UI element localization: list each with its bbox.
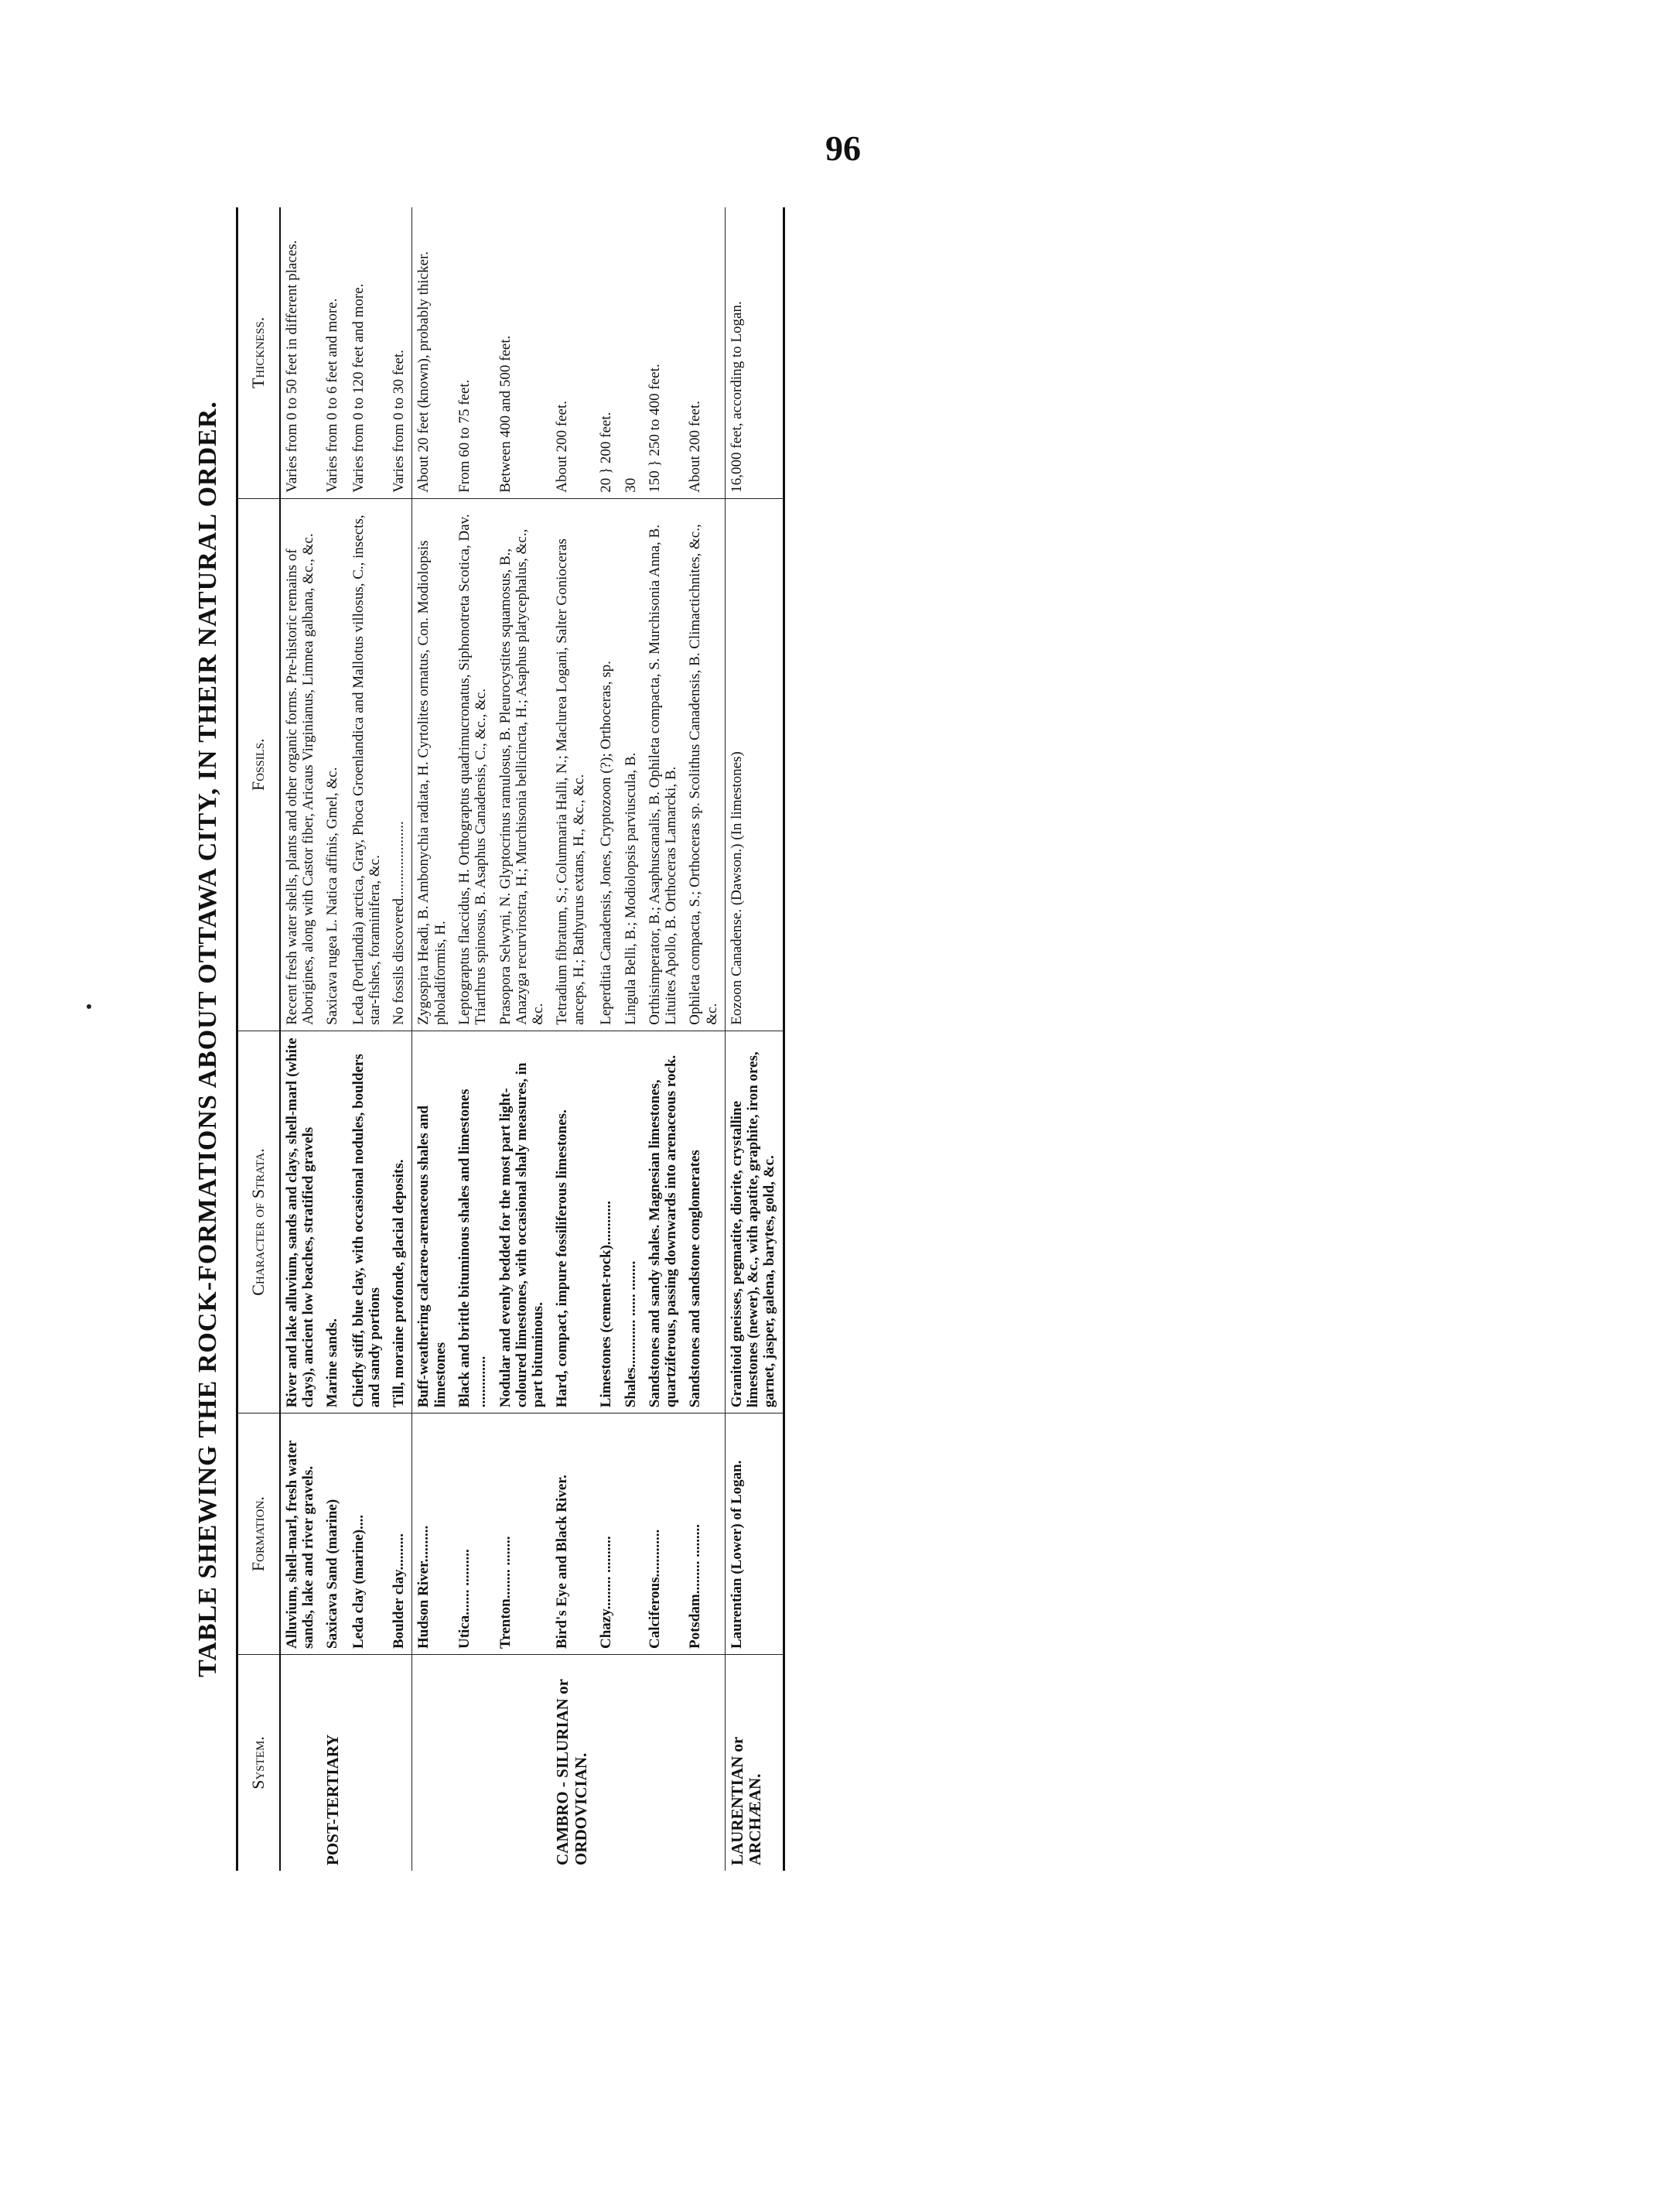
strata-cell: Nodular and evenly bedded for the most part light-coloured limestones, with occasional shaly measures, in part bituminous. [494,1031,551,1413]
header-system: System. [237,1655,280,1872]
thickness-cell: Varies from 0 to 120 feet and more. [347,207,388,498]
strata-cell: Sandstones and sandstone conglomerates [684,1031,725,1413]
strata-cell: Sandstones and sandy shales. Magnesian limestones, quartziferous, passing downwards into arenaceous rock. [644,1031,685,1413]
table-row [684,207,725,1871]
strata-cell: Chiefly stiff, blue clay, with occasional nodules, boulders and sandy portions [347,1031,388,1413]
table-row [453,207,494,1871]
formation-cell: Trenton........ ........ [494,1413,551,1655]
system-cell [644,1655,685,1872]
table-row [321,207,347,1871]
formation-cell: Boulder clay.......... [388,1413,412,1655]
header-strata: Character of Strata. [237,1031,280,1413]
table-row [388,207,412,1871]
thickness-cell: About 200 feet. [684,207,725,498]
system-cell [388,1655,412,1872]
strata-cell: Marine sands. [321,1031,347,1413]
table-row [494,207,551,1871]
table-row [551,207,595,1871]
strata-cell: River and lake alluvium, sands and clays, shell-marl (white clays), ancient low beaches, stratified gravels [280,1031,322,1413]
rock-formations-table-frame [180,207,1371,1871]
thickness-cell: About 20 feet (known), probably thicker. [412,207,453,498]
system-cell [453,1655,494,1872]
table-title: TABLE SHEWING THE ROCK-FORMATIONS ABOUT OTTAWA CITY, IN THEIR NATURAL ORDER. [193,401,222,1677]
fossils-cell: No fossils discovered..................... [388,498,412,1031]
system-cell: LAURENTIAN or ARCHÆAN. [725,1655,784,1872]
header-thickness: Thickness. [237,207,280,498]
thickness-cell: 16,000 feet, according to Logan. [725,207,784,498]
formation-cell: Leda clay (marine).... [347,1413,388,1655]
system-cell [684,1655,725,1872]
rock-formations-table [236,207,785,1871]
thickness-cell: Varies from 0 to 50 feet in different places. [280,207,322,498]
formation-cell: Calciferous............. [644,1413,685,1655]
thickness-cell: Between 400 and 500 feet. [494,207,551,498]
thickness-cell: 20 } 200 feet. [595,207,619,498]
stray-mark [87,1004,91,1009]
table-row [644,207,685,1871]
table-row [620,207,644,1871]
system-cell: POST-TERTIARY [323,1734,343,1865]
fossils-cell: Leperditia Canadensis, Jones, Cryptozoon (?); Orthoceras, sp. [595,498,619,1031]
strata-cell: Limestones (cement-rock)............ [595,1031,619,1413]
strata-cell: Till, moraine profonde, glacial deposits. [388,1031,412,1413]
fossils-cell: Leptograptus flaccidus, H. Orthograptus quadrimucronatus, Siphonotreta Scotica, Dav. Triarthrus spinosus, B. Asaphus Canadensis, C., &c., &c. [453,498,494,1031]
formation-cell: Alluvium, shell-marl, fresh water sands, lake and river gravels. [280,1413,322,1655]
strata-cell: Black and brittle bituminous shales and limestones .............. [453,1031,494,1413]
table-row [347,207,388,1871]
formation-cell: Saxicava Sand (marine) [321,1413,347,1655]
formation-cell: Hudson River.......... [412,1413,453,1655]
thickness-cell: Varies from 0 to 30 feet. [388,207,412,498]
thickness-cell: Varies from 0 to 6 feet and more. [321,207,347,498]
system-cell [280,1655,322,1872]
fossils-cell: Zygospira Headi, B. Ambonychia radiata, H. Cyrtolites ornatus, Con. Modiolopsis pholadiformis, H. [412,498,453,1031]
formation-cell: Potsdam......... ......... [684,1413,725,1655]
formation-cell: Utica....... .......... [453,1413,494,1655]
system-cell [347,1655,388,1872]
system-cell [494,1655,551,1872]
page-number: 96 [825,128,861,168]
strata-cell: Hard, compact, impure fossiliferous limestones. [551,1031,595,1413]
system-cell [620,1655,644,1872]
formation-cell: Laurentian (Lower) of Logan. [725,1413,784,1655]
formation-cell [620,1413,644,1655]
table-row [595,207,619,1871]
fossils-cell: Tetradium fibratum, S.; Columnaria Halli, N.; Maclurea Logani, Salter Gonioceras anceps, H.; Bathyurus extans, H., &c., &c. [551,498,595,1031]
system-cell: CAMBRO - SILURIAN or ORDOVICIAN. [553,1679,590,1865]
table-row [412,207,453,1871]
header-formation: Formation. [237,1413,280,1655]
formation-cell: Bird's Eye and Black River. [551,1413,595,1655]
thickness-cell: 30 [620,207,644,498]
fossils-cell: Saxicava rugea L. Natica affinis, Gmel, &c. [321,498,347,1031]
system-cell [412,1655,453,1872]
strata-cell: Granitoid gneisses, pegmatite, diorite, crystalline limestones (newer), &c., with apatite, graphite, iron ores, garnet, jasper, galena, barytes, gold, &c. [725,1031,784,1413]
fossils-cell: Prasopora Selwyni, N. Glyptocrinus ramulosus, B. Pleurocystites squamosus, B., Anazyga recurvirostra, H.; Murchisonia bellicincta, H.; Asaphus platycephalus, &c., &c. [494,498,551,1031]
fossils-cell: Leda (Portlandia) arctica, Gray, Phoca Groenlandica and Mallotus villosus, C., insects, star-fishes, foraminifera, &c. [347,498,388,1031]
thickness-cell: About 200 feet. [551,207,595,498]
thickness-cell: 150 } 250 to 400 feet. [644,207,685,498]
fossils-cell: Eozoon Canadense. (Dawson.) (In limestones) [725,498,784,1031]
fossils-cell: Orthisimperator, B.; Asaphuscanalis, B. Ophileta compacta, S. Murchisonia Anna, B. Lituites Apollo, B. Orthoceras Lamarcki, B. [644,498,685,1031]
table-row [280,207,322,1871]
system-cell [595,1655,619,1872]
fossils-cell: Ophileta compacta, S.; Orthoceras sp. Scolithus Canadensis, B. Climactichnites, &c., &c. [684,498,725,1031]
fossils-cell: Recent fresh water shells, plants and other organic forms. Pre-historic remains of Aborigines, along with Castor fiber, Aricaus Virginianus, Limnea galbana, &c., &c. [280,498,322,1031]
strata-cell: Shales............. ...... ........ [620,1031,644,1413]
fossils-cell: Lingula Belli, B.; Modiolopsis parviuscula, B. [620,498,644,1031]
table-header-row [237,207,280,1871]
formation-cell: Chazy......... .......... [595,1413,619,1655]
thickness-cell: From 60 to 75 feet. [453,207,494,498]
strata-cell: Buff-weathering calcareo-arenaceous shales and limestones [412,1031,453,1413]
header-fossils: Fossils. [237,498,280,1031]
table-row [725,207,784,1871]
